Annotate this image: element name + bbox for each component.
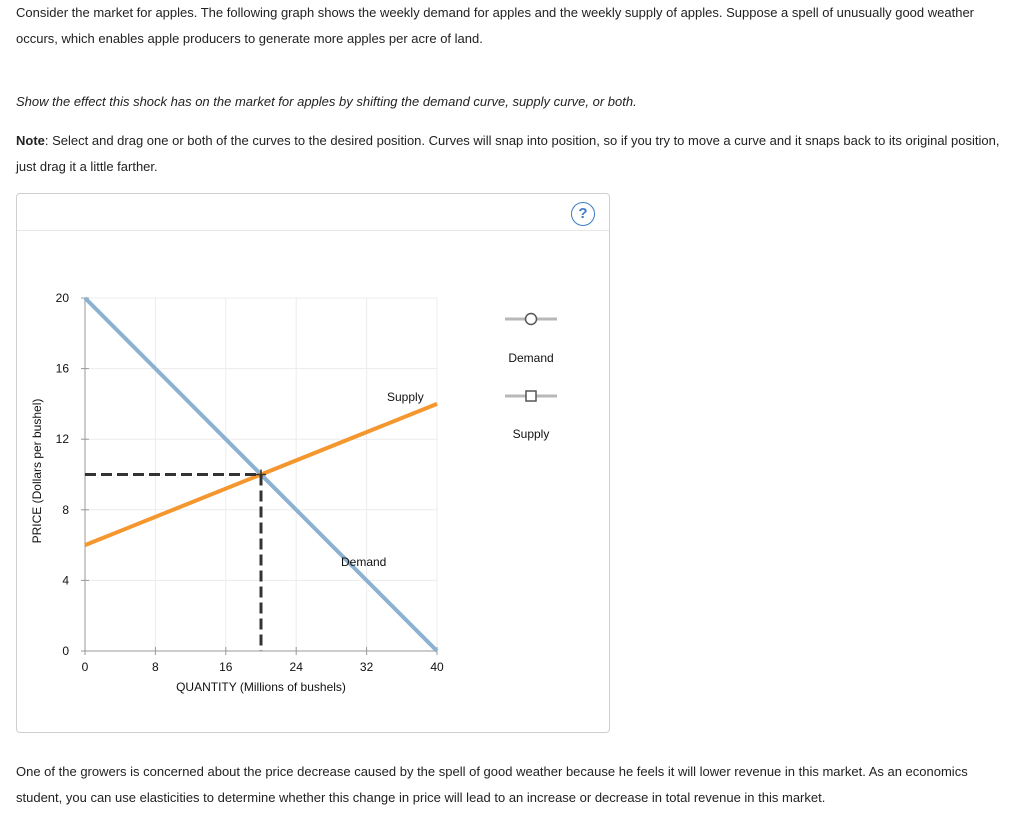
legend-demand-label: Demand (508, 351, 554, 365)
legend-supply-square-icon (526, 391, 536, 401)
axes-layer (56, 291, 444, 674)
y-tick-label: 0 (62, 644, 69, 658)
x-tick-label: 24 (289, 660, 303, 674)
x-tick-label: 40 (430, 660, 444, 674)
x-tick-label: 0 (81, 660, 89, 674)
question-instruction: Show the effect this shock has on the market for apples by shifting the demand curve, supply curve, or both. (16, 94, 637, 109)
question-intro: Consider the market for apples. The following graph shows the weekly demand for apples and the weekly supply of apples. Suppose a spell of unusually good weather occurs, which enables apple producers to generate more apples per acre of land. (16, 5, 975, 46)
y-axis-title: PRICE (Dollars per bushel) (30, 398, 44, 544)
y-tick-label: 16 (55, 361, 69, 376)
y-tick-label: 8 (62, 502, 69, 517)
y-tick-label: 12 (55, 432, 69, 447)
y-tick-label: 4 (62, 573, 69, 588)
legend-supply-label: Supply (512, 427, 550, 441)
y-tick-label: 20 (55, 291, 69, 305)
legend-demand-tool[interactable] (505, 314, 557, 366)
x-axis-title: QUANTITY (Millions of bushels) (176, 680, 346, 694)
followup-question: One of the growers is concerned about the price decrease caused by the spell of good weather because he feels it will lower revenue in this market. As an economics student, you can use elasticities to determine whether this change in price will lead to an increase or decrease in total revenue in this market. (16, 764, 968, 805)
supply-demand-chart (17, 194, 609, 732)
x-tick-label: 8 (152, 660, 159, 674)
note-text: : Select and drag one or both of the curves to the desired position. Curves will snap into position, so if you try to move a curve and it snaps back to its original position, just drag it a little farther. (16, 133, 1000, 174)
x-tick-label: 32 (359, 660, 374, 674)
equilibrium-layer (85, 470, 266, 652)
legend-demand-circle-icon (526, 314, 537, 325)
supply-curve-label: Supply (387, 390, 424, 404)
demand-curve-label: Demand (341, 555, 387, 569)
note-label: Note (16, 133, 45, 148)
x-tick-label: 16 (219, 660, 233, 674)
help-icon[interactable]: ? (571, 202, 595, 226)
legend-supply-tool[interactable] (505, 391, 557, 441)
question-note (16, 128, 1016, 180)
graph-panel (16, 193, 610, 733)
